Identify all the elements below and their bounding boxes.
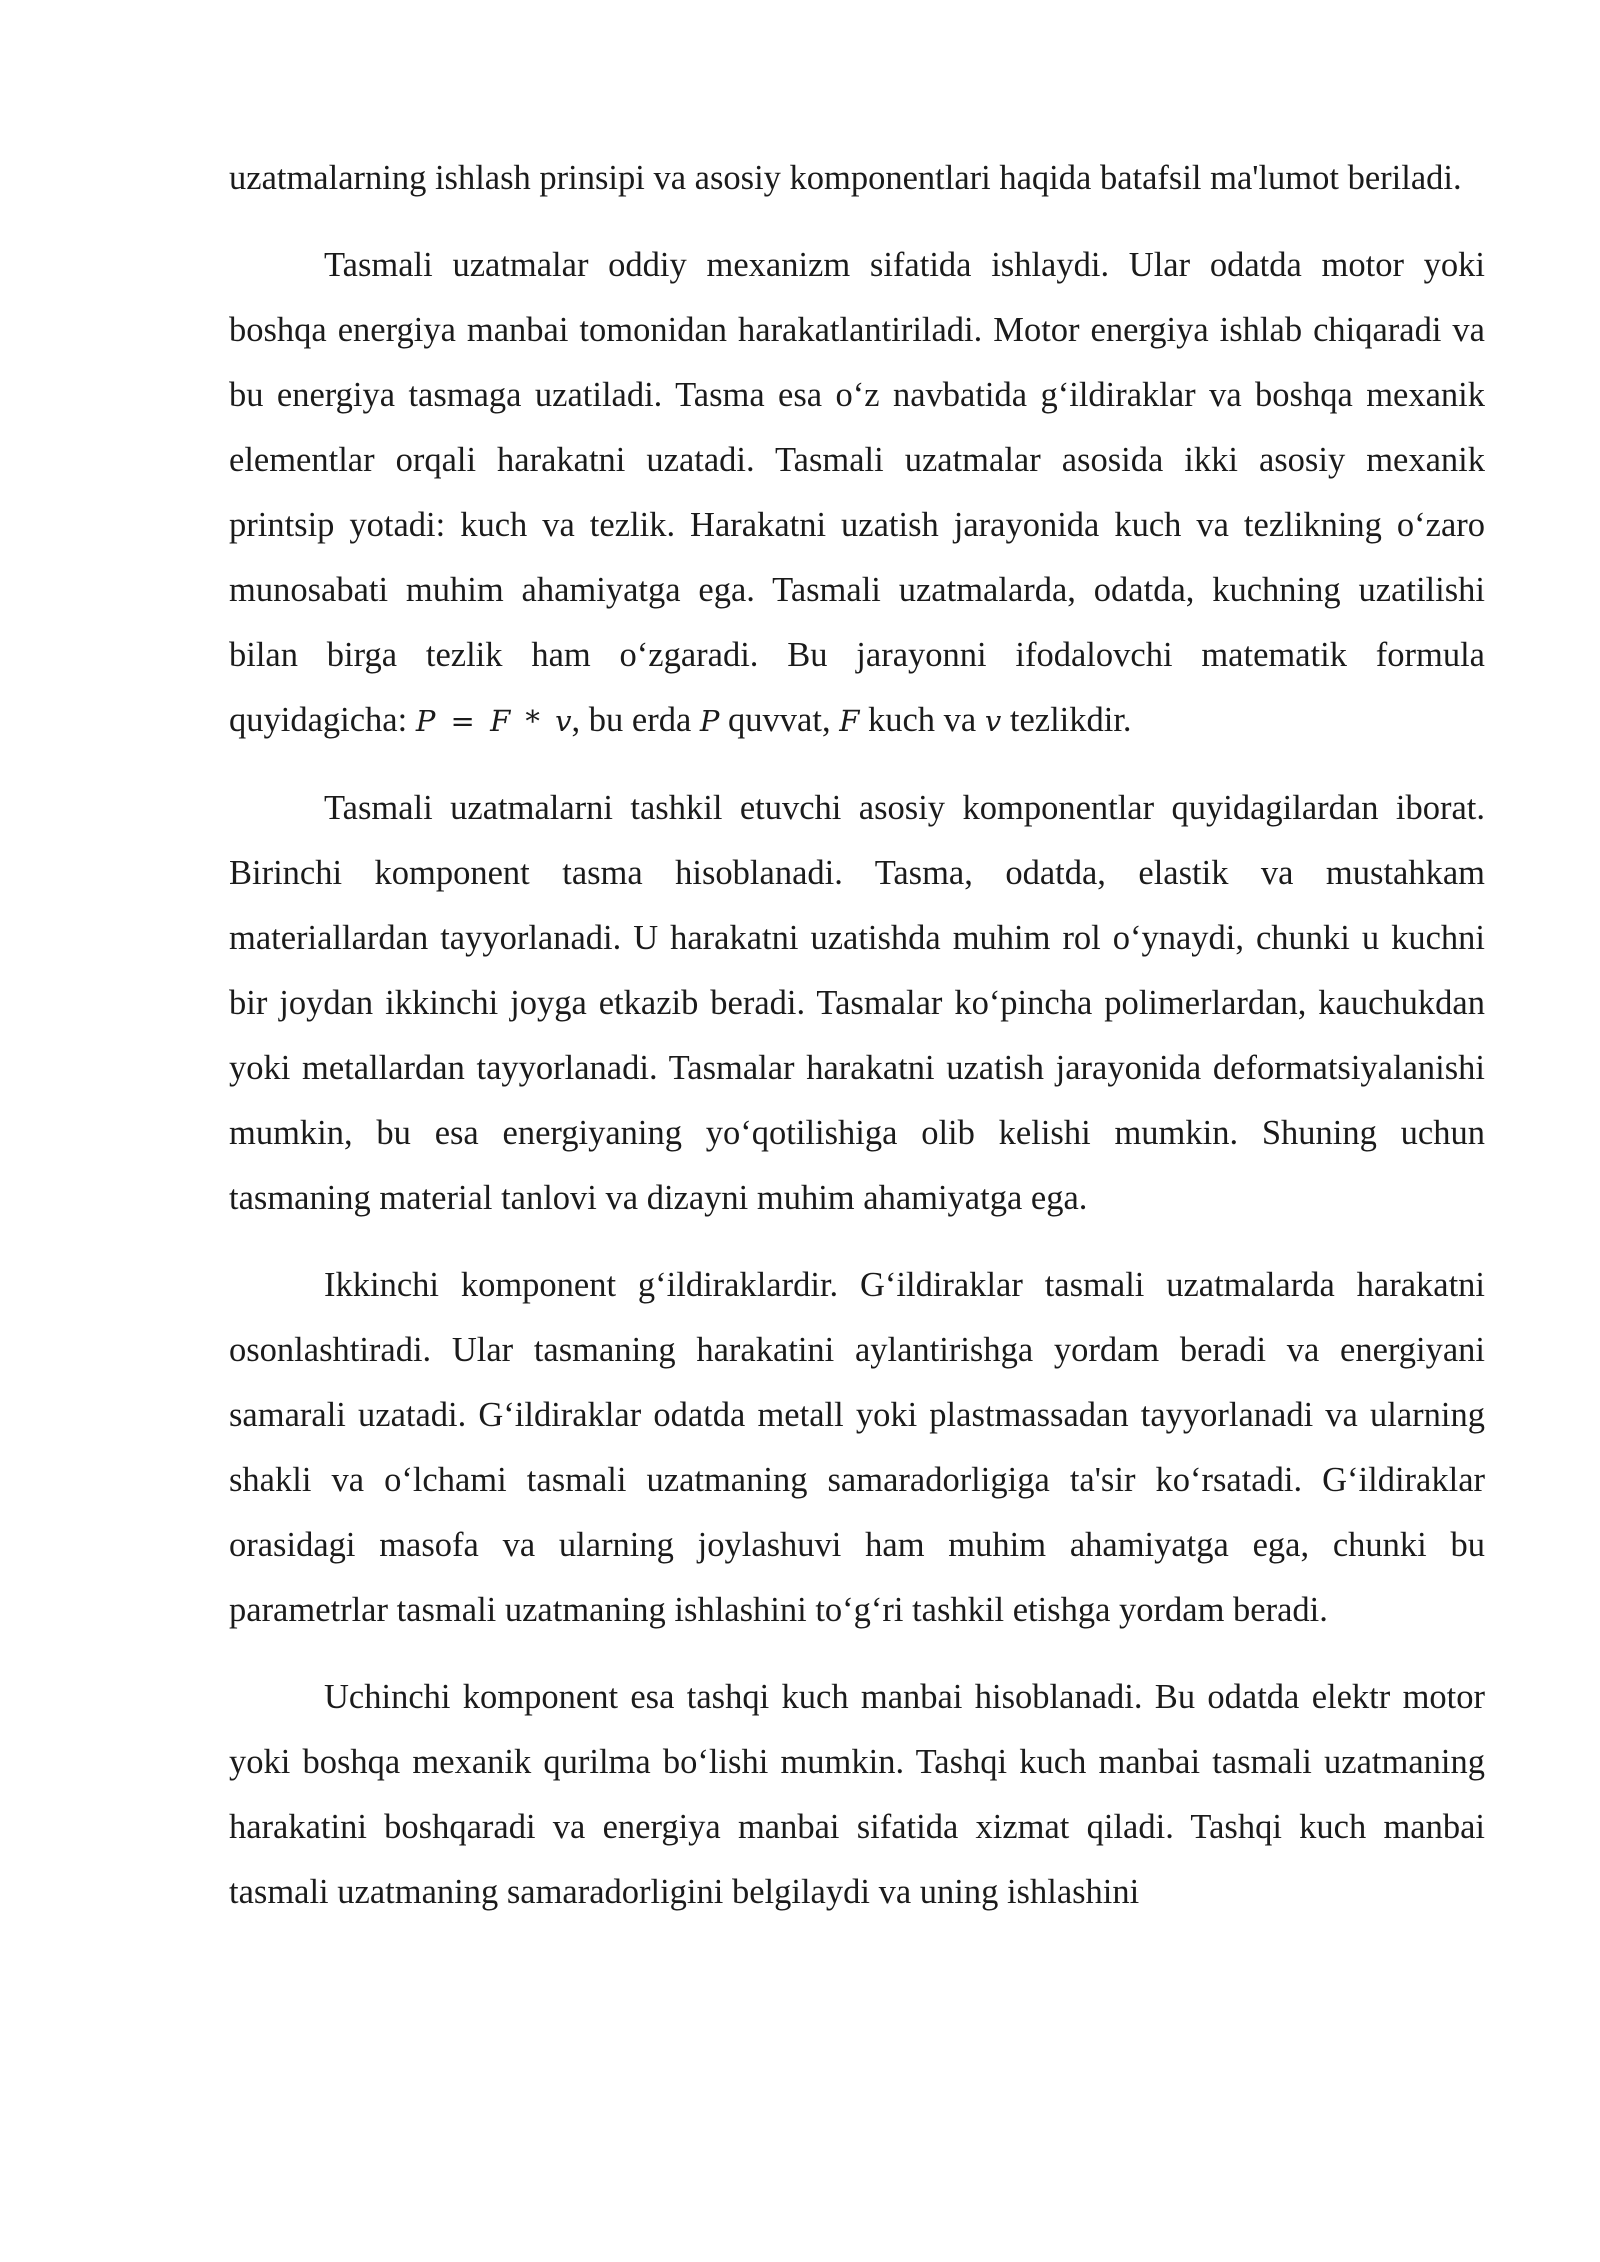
- paragraph-2-force: kuch va: [859, 701, 985, 739]
- paragraph-2: [229, 233, 1485, 754]
- paragraph-2-power: quvvat,: [719, 701, 840, 739]
- paragraph-3: Tasmali uzatmalarni tashkil etuvchi asosiy komponentlar quyidagilardan iborat. Birinchi komponent tasma hisoblanadi. Tasma, odatda, elastik va mustahkam materiallardan tayyorlanadi. U harakatni uzatishda muhim rol o‘ynaydi, chunki u kuchni bir joydan ikkinchi joyga etkazib beradi. Tasmalar ko‘pincha polimerlardan, kauchukdan yoki metallardan tayyorlanadi. Tasmalar harakatni uzatish jarayonida deformatsiyalanishi mumkin, bu esa energiyaning yo‘qotilishiga olib kelishi mumkin. Shuning uchun tasmaning material tanlovi va dizayni muhim ahamiyatga ega.: [229, 789, 1485, 1217]
- paragraph-2-text: Tasmali uzatmalar oddiy mexanizm sifatida ishlaydi. Ular odatda motor yoki boshqa energiya manbai tomonidan harakatlantiriladi. Motor energiya ishlab chiqaradi va bu energiya tasmaga uzatiladi. Tasma esa o‘z navbatida g‘ildiraklar va boshqa mexanik elementlar orqali harakatni uzatadi. Tasmali uzatmalar asosida ikki asosiy mexanik printsip yotadi: kuch va tezlik. Harakatni uzatish jarayonida kuch va tezlikning o‘zaro munosabati muhim ahamiyatga ega. Tasmali uzatmalarda, odatda, kuchning uzatilishi bilan birga tezlik ham o‘zgaradi. Bu jarayonni ifodalovchi matematik formula quyidagicha:: [229, 246, 1485, 739]
- paragraph-5: Uchinchi komponent esa tashqi kuch manbai hisoblanadi. Bu odatda elektr motor yoki boshqa mexanik qurilma bo‘lishi mumkin. Tashqi kuch manbai tasmali uzatmaning harakatini boshqaradi va energiya manbai sifatida xizmat qiladi. Tashqi kuch manbai tasmali uzatmaning samaradorligini belgilaydi va uning ishlashini: [229, 1678, 1485, 1911]
- paragraph-2-where: , bu erda: [571, 701, 700, 739]
- variable-v: v: [984, 704, 1002, 738]
- paragraph-4: Ikkinchi komponent g‘ildiraklardir. G‘ildiraklar tasmali uzatmalarda harakatni osonlashtiradi. Ular tasmaning harakatini aylantirishga yordam beradi va energiyani samarali uzatadi. G‘ildiraklar odatda metall yoki plastmassadan tayyorlanadi va ularning shakli va o‘lchami tasmali uzatmaning samaradorligiga ta'sir ko‘rsatadi. G‘ildiraklar orasidagi masofa va ularning joylashuvi ham muhim ahamiyatga ega, chunki bu parametrlar tasmali uzatmaning ishlashini to‘g‘ri tashkil etishga yordam beradi.: [229, 1266, 1485, 1629]
- variable-f: F: [839, 704, 860, 738]
- paragraph-1: uzatmalarning ishlash prinsipi va asosiy komponentlari haqida batafsil ma'lumot beriladi.: [229, 159, 1462, 197]
- power-formula: P = F * v: [415, 704, 572, 738]
- paragraph-2-speed: tezlikdir.: [1001, 701, 1132, 739]
- variable-p: P: [699, 704, 720, 738]
- document-body: [229, 146, 1485, 1947]
